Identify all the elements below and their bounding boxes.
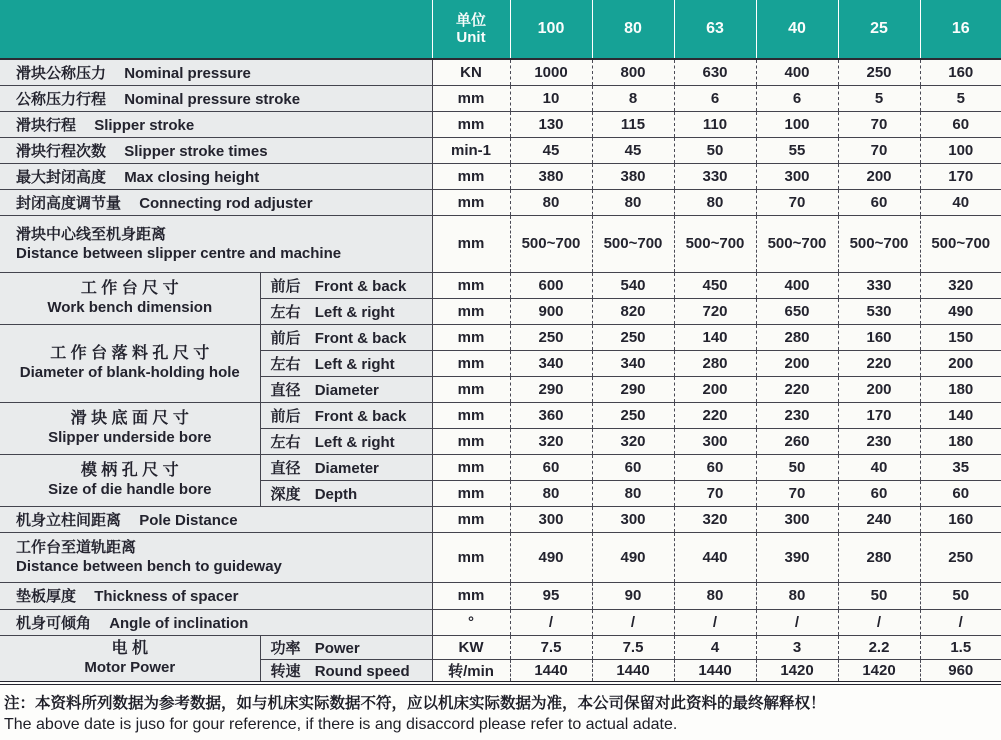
value-cell: 5 <box>838 85 920 111</box>
value-cell: 170 <box>838 402 920 428</box>
table-row-max-closing-height <box>0 163 1001 189</box>
value-cell: 400 <box>756 59 838 85</box>
table-row-motor-power <box>0 635 1001 659</box>
unit-cell: ° <box>432 609 510 635</box>
value-cell: 230 <box>838 428 920 454</box>
value-cell: 720 <box>674 298 756 324</box>
value-cell: 250 <box>920 532 1001 582</box>
table-row-rod-adjuster <box>0 189 1001 215</box>
unit-cell: mm <box>432 582 510 609</box>
value-cell: 80 <box>756 582 838 609</box>
group-label-blank-hole <box>0 324 260 402</box>
value-cell: 390 <box>756 532 838 582</box>
subrow-label <box>260 350 432 376</box>
subrow-label <box>260 376 432 402</box>
value-cell: 220 <box>756 376 838 402</box>
value-cell: 1420 <box>838 659 920 683</box>
row-label-en: Angle of inclination <box>109 614 249 632</box>
value-cell: 500~700 <box>920 215 1001 272</box>
unit-cell: 转/min <box>432 659 510 683</box>
value-cell: 490 <box>592 532 674 582</box>
group-label-motor <box>0 635 260 683</box>
value-cell: 240 <box>838 506 920 532</box>
subrow-label-cn: 深度 <box>270 485 301 503</box>
value-cell: / <box>838 609 920 635</box>
unit-header-en: Unit <box>456 29 486 46</box>
value-cell: 80 <box>592 480 674 506</box>
value-cell: 80 <box>674 582 756 609</box>
value-cell: 200 <box>674 376 756 402</box>
subrow-label-cn: 左右 <box>270 433 301 451</box>
row-label <box>0 582 432 609</box>
value-cell: 900 <box>510 298 592 324</box>
value-cell: 320 <box>592 428 674 454</box>
model-column-header-80: 80 <box>592 0 674 59</box>
value-cell: 10 <box>510 85 592 111</box>
row-label <box>0 59 432 85</box>
subrow-label-en: Power <box>314 639 360 657</box>
footnote-block <box>4 693 999 735</box>
value-cell: 530 <box>838 298 920 324</box>
value-cell: 500~700 <box>592 215 674 272</box>
group-label-cn: 工 作 台 尺 寸 <box>80 280 179 297</box>
value-cell: 340 <box>592 350 674 376</box>
unit-cell: mm <box>432 402 510 428</box>
unit-cell: mm <box>432 454 510 480</box>
value-cell: / <box>756 609 838 635</box>
table-row-pole-distance <box>0 506 1001 532</box>
value-cell: 55 <box>756 137 838 163</box>
value-cell: 500~700 <box>510 215 592 272</box>
value-cell: 60 <box>592 454 674 480</box>
value-cell: 70 <box>756 480 838 506</box>
group-label-en: Work bench dimension <box>47 299 213 316</box>
value-cell: 70 <box>756 189 838 215</box>
value-cell: 150 <box>920 324 1001 350</box>
value-cell: 45 <box>510 137 592 163</box>
subrow-label-en: Left & right <box>314 433 395 451</box>
value-cell: 1420 <box>756 659 838 683</box>
unit-header-cn: 单位 <box>455 12 486 29</box>
subrow-label-en: Left & right <box>314 355 395 373</box>
value-cell: 500~700 <box>756 215 838 272</box>
value-cell: 60 <box>674 454 756 480</box>
value-cell: 330 <box>674 163 756 189</box>
value-cell: 140 <box>920 402 1001 428</box>
value-cell: 250 <box>592 324 674 350</box>
row-label-cn: 封闭高度调节量 <box>16 194 122 212</box>
subrow-label-en: Front & back <box>314 407 407 425</box>
value-cell: 180 <box>920 376 1001 402</box>
subrow-label-cn: 前后 <box>270 329 301 347</box>
model-column-header-63: 63 <box>674 0 756 59</box>
table-header-row <box>0 0 1001 59</box>
value-cell: 40 <box>838 454 920 480</box>
value-cell: 440 <box>674 532 756 582</box>
value-cell: 300 <box>756 163 838 189</box>
table-row-stroke-times <box>0 137 1001 163</box>
value-cell: 450 <box>674 272 756 298</box>
row-label <box>0 111 432 137</box>
unit-cell: mm <box>432 272 510 298</box>
group-label-cn: 工 作 台 落 料 孔 尺 寸 <box>50 345 210 362</box>
subrow-label-cn: 左右 <box>270 355 301 373</box>
row-label-en: Max closing height <box>124 168 260 186</box>
value-cell: 40 <box>920 189 1001 215</box>
row-label-en: Thickness of spacer <box>94 588 239 605</box>
value-cell: 60 <box>838 480 920 506</box>
value-cell: 60 <box>838 189 920 215</box>
subrow-label <box>260 428 432 454</box>
value-cell: 170 <box>920 163 1001 189</box>
group-label-cn: 滑 块 底 面 尺 寸 <box>70 410 189 427</box>
value-cell: 960 <box>920 659 1001 683</box>
unit-cell: mm <box>432 324 510 350</box>
value-cell: 160 <box>920 506 1001 532</box>
value-cell: 60 <box>920 111 1001 137</box>
unit-cell: mm <box>432 163 510 189</box>
value-cell: 320 <box>920 272 1001 298</box>
subrow-label-cn: 前后 <box>270 277 301 295</box>
value-cell: 300 <box>592 506 674 532</box>
value-cell: 280 <box>756 324 838 350</box>
value-cell: 490 <box>920 298 1001 324</box>
value-cell: 115 <box>592 111 674 137</box>
row-label-cn: 最大封闭高度 <box>16 168 107 186</box>
value-cell: 300 <box>756 506 838 532</box>
value-cell: 490 <box>510 532 592 582</box>
row-label-en: Slipper stroke <box>94 116 195 134</box>
row-label-cn: 滑块公称压力 <box>16 64 107 82</box>
value-cell: 380 <box>510 163 592 189</box>
subrow-label-en: Front & back <box>314 329 407 347</box>
value-cell: 50 <box>756 454 838 480</box>
value-cell: 250 <box>592 402 674 428</box>
table-row-workbench-front-back <box>0 272 1001 298</box>
row-label-cn: 垫板厚度 <box>16 588 77 605</box>
unit-cell: KN <box>432 59 510 85</box>
value-cell: 1000 <box>510 59 592 85</box>
subrow-label-cn: 功率 <box>270 639 301 657</box>
unit-cell: mm <box>432 506 510 532</box>
group-label-en: Motor Power <box>84 659 176 677</box>
row-label-en: Nominal pressure <box>124 64 251 82</box>
table-row-slipper-stroke <box>0 111 1001 137</box>
row-label <box>0 506 432 532</box>
value-cell: 200 <box>756 350 838 376</box>
value-cell: 50 <box>674 137 756 163</box>
unit-cell: KW <box>432 635 510 659</box>
value-cell: 200 <box>920 350 1001 376</box>
header-unit-cell <box>432 0 510 59</box>
value-cell: 220 <box>838 350 920 376</box>
table-row-underside-front-back <box>0 402 1001 428</box>
row-label-en: Connecting rod adjuster <box>139 194 313 212</box>
subrow-label-cn: 左右 <box>270 303 301 321</box>
value-cell: 200 <box>838 376 920 402</box>
row-label <box>0 85 432 111</box>
unit-cell: mm <box>432 350 510 376</box>
value-cell: 8 <box>592 85 674 111</box>
value-cell: 100 <box>756 111 838 137</box>
value-cell: 650 <box>756 298 838 324</box>
row-label <box>0 609 432 635</box>
value-cell: 160 <box>920 59 1001 85</box>
unit-cell: mm <box>432 189 510 215</box>
subrow-label-en: Diameter <box>314 381 379 399</box>
value-cell: / <box>510 609 592 635</box>
value-cell: 6 <box>756 85 838 111</box>
value-cell: 290 <box>510 376 592 402</box>
subrow-label-cn: 转速 <box>270 662 301 680</box>
value-cell: 260 <box>756 428 838 454</box>
value-cell: 4 <box>674 635 756 659</box>
table-row-angle-inclination <box>0 609 1001 635</box>
subrow-label-en: Diameter <box>314 459 379 477</box>
value-cell: 7.5 <box>510 635 592 659</box>
table-row-nominal-pressure <box>0 59 1001 85</box>
value-cell: 45 <box>592 137 674 163</box>
value-cell: 80 <box>592 189 674 215</box>
value-cell: 500~700 <box>674 215 756 272</box>
subrow-label <box>260 272 432 298</box>
value-cell: 380 <box>592 163 674 189</box>
subrow-label-en: Round speed <box>314 662 410 680</box>
value-cell: 2.2 <box>838 635 920 659</box>
value-cell: 60 <box>510 454 592 480</box>
table-row-slipper-centre-distance <box>0 215 1001 272</box>
group-label-workbench <box>0 272 260 324</box>
value-cell: / <box>920 609 1001 635</box>
value-cell: 5 <box>920 85 1001 111</box>
subrow-label-cn: 前后 <box>270 407 301 425</box>
subrow-label <box>260 324 432 350</box>
value-cell: 1440 <box>592 659 674 683</box>
row-label <box>0 215 432 272</box>
footnote-cn: 注：本资料所列数据为参考数据，如与机床实际数据不符，应以机床实际数据为准，本公司保留对此资料的最终解释权！ <box>4 695 826 712</box>
row-label-cn: 工作台至道轨距离 <box>16 539 137 556</box>
value-cell: 70 <box>838 137 920 163</box>
subrow-label-cn: 直径 <box>270 381 301 399</box>
value-cell: 1.5 <box>920 635 1001 659</box>
value-cell: 50 <box>920 582 1001 609</box>
value-cell: 320 <box>510 428 592 454</box>
value-cell: 220 <box>674 402 756 428</box>
value-cell: 80 <box>674 189 756 215</box>
value-cell: 320 <box>674 506 756 532</box>
header-empty-cell <box>0 0 432 59</box>
subrow-label <box>260 635 432 659</box>
row-label <box>0 163 432 189</box>
value-cell: 1440 <box>674 659 756 683</box>
value-cell: 60 <box>920 480 1001 506</box>
value-cell: 110 <box>674 111 756 137</box>
unit-cell: mm <box>432 480 510 506</box>
row-label <box>0 189 432 215</box>
value-cell: 80 <box>510 480 592 506</box>
value-cell: 90 <box>592 582 674 609</box>
subrow-label <box>260 480 432 506</box>
model-column-header-16: 16 <box>920 0 1001 59</box>
value-cell: 400 <box>756 272 838 298</box>
table-row-diehandle-diameter <box>0 454 1001 480</box>
value-cell: 280 <box>838 532 920 582</box>
value-cell: 250 <box>510 324 592 350</box>
subrow-label-cn: 直径 <box>270 459 301 477</box>
table-row-spacer-thickness <box>0 582 1001 609</box>
unit-cell: mm <box>432 111 510 137</box>
row-label-cn: 滑块行程次数 <box>16 142 107 160</box>
row-label <box>0 137 432 163</box>
value-cell: 290 <box>592 376 674 402</box>
model-column-header-25: 25 <box>838 0 920 59</box>
row-label-en: Pole Distance <box>139 511 238 529</box>
row-label-cn: 滑块中心线至机身距离 <box>16 225 167 243</box>
value-cell: 340 <box>510 350 592 376</box>
group-label-cn: 电 机 <box>111 640 148 658</box>
row-label <box>0 532 432 582</box>
subrow-label <box>260 298 432 324</box>
model-column-header-40: 40 <box>756 0 838 59</box>
value-cell: 3 <box>756 635 838 659</box>
value-cell: 330 <box>838 272 920 298</box>
value-cell: 140 <box>674 324 756 350</box>
value-cell: 180 <box>920 428 1001 454</box>
value-cell: 80 <box>510 189 592 215</box>
value-cell: 600 <box>510 272 592 298</box>
unit-cell: mm <box>432 532 510 582</box>
group-label-en: Diameter of blank-holding hole <box>19 364 240 381</box>
unit-cell: min-1 <box>432 137 510 163</box>
value-cell: 500~700 <box>838 215 920 272</box>
value-cell: 300 <box>510 506 592 532</box>
value-cell: 230 <box>756 402 838 428</box>
value-cell: 70 <box>674 480 756 506</box>
value-cell: 6 <box>674 85 756 111</box>
value-cell: 50 <box>838 582 920 609</box>
value-cell: 280 <box>674 350 756 376</box>
value-cell: 7.5 <box>592 635 674 659</box>
table-row-blankhole-front-back <box>0 324 1001 350</box>
subrow-label-en: Front & back <box>314 277 407 295</box>
value-cell: 1440 <box>510 659 592 683</box>
row-label-en: Slipper stroke times <box>124 142 268 160</box>
value-cell: 820 <box>592 298 674 324</box>
row-label-en: Nominal pressure stroke <box>124 90 301 108</box>
row-label-cn: 公称压力行程 <box>16 90 107 108</box>
value-cell: 35 <box>920 454 1001 480</box>
group-label-en: Slipper underside bore <box>48 429 212 446</box>
value-cell: 95 <box>510 582 592 609</box>
subrow-label <box>260 402 432 428</box>
value-cell: 200 <box>838 163 920 189</box>
value-cell: / <box>592 609 674 635</box>
group-label-en: Size of die handle bore <box>48 481 212 498</box>
group-label-die-handle <box>0 454 260 506</box>
subrow-label <box>260 659 432 683</box>
row-label-cn: 机身可倾角 <box>16 614 92 632</box>
value-cell: 70 <box>838 111 920 137</box>
value-cell: 160 <box>838 324 920 350</box>
group-label-slipper-underside <box>0 402 260 454</box>
unit-cell: mm <box>432 298 510 324</box>
value-cell: 300 <box>674 428 756 454</box>
row-label-en: Distance between slipper centre and machine <box>16 244 342 262</box>
unit-cell: mm <box>432 85 510 111</box>
footnote-en: The above date is juso for gour reference, if there is ang disaccord please refer to actual adate. <box>4 716 678 733</box>
value-cell: 800 <box>592 59 674 85</box>
value-cell: 250 <box>838 59 920 85</box>
value-cell: 630 <box>674 59 756 85</box>
row-label-en: Distance between bench to guideway <box>16 558 282 575</box>
subrow-label-en: Left & right <box>314 303 395 321</box>
value-cell: 130 <box>510 111 592 137</box>
value-cell: 360 <box>510 402 592 428</box>
value-cell: 100 <box>920 137 1001 163</box>
unit-cell: mm <box>432 215 510 272</box>
unit-cell: mm <box>432 428 510 454</box>
unit-cell: mm <box>432 376 510 402</box>
model-column-header-100: 100 <box>510 0 592 59</box>
group-label-cn: 模 柄 孔 尺 寸 <box>80 462 179 479</box>
table-row-bench-guideway-distance <box>0 532 1001 582</box>
row-label-cn: 机身立柱间距离 <box>16 511 122 529</box>
subrow-label <box>260 454 432 480</box>
value-cell: 540 <box>592 272 674 298</box>
table-row-pressure-stroke <box>0 85 1001 111</box>
row-label-cn: 滑块行程 <box>16 116 77 134</box>
subrow-label-en: Depth <box>314 485 358 503</box>
value-cell: / <box>674 609 756 635</box>
